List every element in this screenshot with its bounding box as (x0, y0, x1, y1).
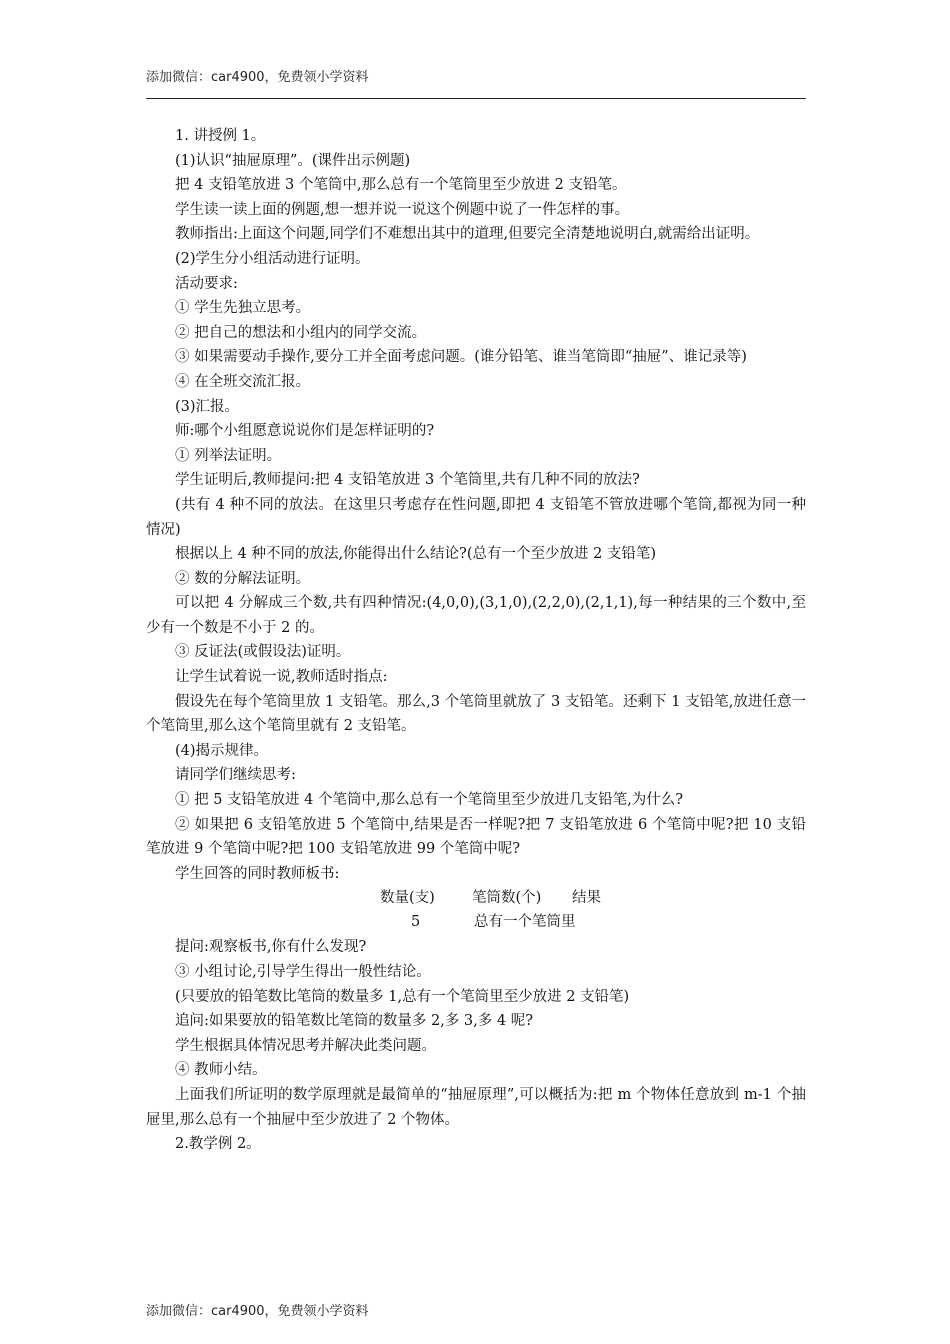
table-cell-result: 总有一个笔筒里 (474, 914, 576, 931)
paragraph: 根据以上 4 种不同的放法,你能得出什么结论?(总有一个至少放进 2 支铅笔) (175, 546, 657, 563)
paragraph: 学生回答的同时教师板书: (175, 865, 340, 882)
paragraph: (3)汇报。 (175, 398, 240, 415)
paragraph: (1)认识“抽屉原理”。(课件出示例题) (175, 152, 411, 169)
board-table (146, 886, 806, 935)
paragraph: 2.教学例 2。 (175, 1136, 261, 1153)
list-item: ② 如果把 6 支铅笔放进 5 个笔筒中,结果是否一样呢?把 7 支铅笔放进 6 个笔筒中呢?把 10 支铅笔放进 9 个笔筒中呢?把 100 支铅笔放进 99 个笔筒中呢? (146, 816, 806, 858)
paragraph: 1. 讲授例 1。 (175, 128, 266, 144)
header-divider (146, 98, 806, 99)
page-header: 添加微信：car4900，免费领小学资料 (146, 70, 369, 85)
list-item: ② 数的分解法证明。 (175, 570, 311, 587)
table-header-quantity: 数量(支) (380, 890, 435, 907)
list-item: ③ 小组讨论,引导学生得出一般性结论。 (175, 964, 431, 980)
paragraph: 可以把 4 分解成三个数,共有四种情况:(4,0,0),(3,1,0),(2,2,0),(2,1,1),每一种结果的三个数中,至少有一个数是不小于 2 的。 (146, 595, 806, 636)
list-item: ② 把自己的想法和小组内的同学交流。 (175, 324, 427, 341)
list-item: ① 把 5 支铅笔放进 4 个笔筒中,那么总有一个笔筒里至少放进几支铅笔,为什么? (175, 792, 683, 809)
paragraph: 学生证明后,教师提问:把 4 支铅笔放进 3 个笔筒里,共有几种不同的放法? (175, 472, 640, 489)
paragraph: 上面我们所证明的数学原理就是最简单的“抽屉原理”,可以概括为:把 m 个物体任意放到 m-1 个抽屉里,那么总有一个抽屉中至少放进了 2 个物体。 (146, 1086, 806, 1128)
page-footer: 添加微信：car4900，免费领小学资料 (146, 1304, 369, 1319)
list-item: ④ 教师小结。 (175, 1062, 267, 1079)
paragraph: 学生根据具体情况思考并解决此类问题。 (175, 1037, 436, 1054)
table-header-holders: 笔筒数(个) (472, 890, 542, 907)
paragraph: 假设先在每个笔筒里放 1 支铅笔。那么,3 个笔筒里就放了 3 支铅笔。还剩下 1 支铅笔,放进任意一个笔筒里,那么这个笔筒里就有 2 支铅笔。 (146, 693, 806, 735)
paragraph: 把 4 支铅笔放进 3 个笔筒中,那么总有一个笔筒里至少放进 2 支铅笔。 (175, 177, 627, 194)
list-item: ① 列举法证明。 (175, 447, 282, 464)
table-header-result: 结果 (572, 890, 601, 907)
list-item: ③ 反证法(或假设法)证明。 (175, 644, 351, 661)
list-item: ④ 在全班交流汇报。 (175, 373, 311, 390)
paragraph: 师:哪个小组愿意说说你们是怎样证明的? (175, 423, 435, 440)
paragraph: (只要放的铅笔数比笔筒的数量多 1,总有一个笔筒里至少放进 2 支铅笔) (175, 988, 630, 1005)
paragraph: (4)揭示规律。 (175, 742, 269, 759)
document-body (146, 124, 806, 1157)
paragraph: 学生读一读上面的例题,想一想并说一说这个例题中说了一件怎样的事。 (175, 201, 630, 218)
list-item: ① 学生先独立思考。 (175, 300, 311, 317)
paragraph: 让学生试着说一说,教师适时指点: (175, 669, 388, 686)
table-cell-quantity: 5 (411, 914, 421, 931)
paragraph: 追问:如果要放的铅笔数比笔筒的数量多 2,多 3,多 4 呢? (175, 1013, 533, 1030)
list-item: ③ 如果需要动手操作,要分工并全面考虑问题。(谁分铅笔、谁当笔筒即“抽屉”、谁记录等) (175, 349, 747, 366)
paragraph: 教师指出:上面这个问题,同学们不难想出其中的道理,但要完全清楚地说明白,就需给出证明。 (175, 226, 760, 243)
paragraph: (共有 4 种不同的放法。在这里只考虑存在性问题,即把 4 支铅笔不管放进哪个笔筒,都视为同一种情况) (146, 496, 806, 538)
paragraph: 提问:观察板书,你有什么发现? (175, 939, 367, 956)
paragraph: (2)学生分小组活动进行证明。 (175, 250, 370, 267)
paragraph: 请同学们继续思考: (175, 767, 296, 784)
paragraph: 活动要求: (175, 275, 238, 292)
